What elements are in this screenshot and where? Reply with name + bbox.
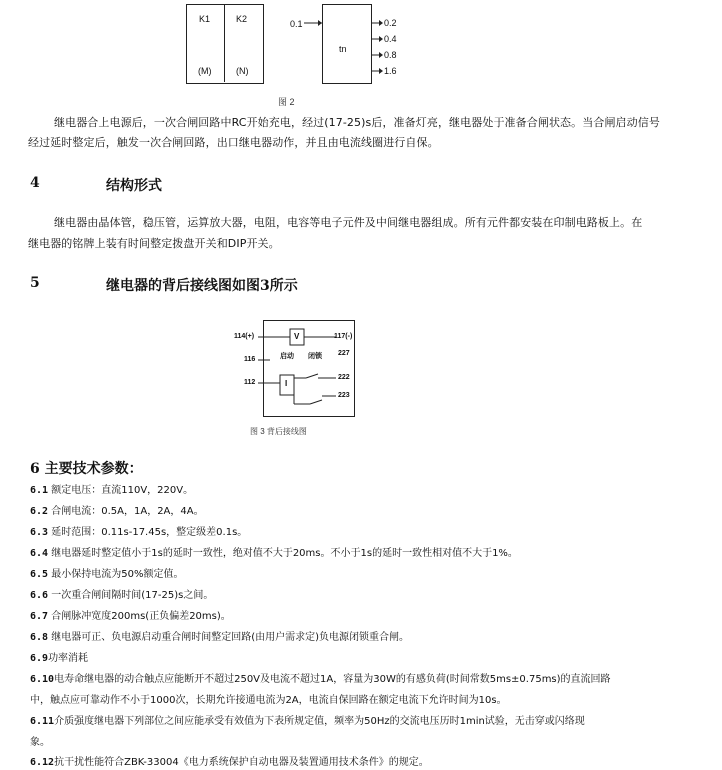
spec-item: 6.11介质强度继电器下列部位之间应能承受有效值为下表所规定值，频率为50Hz的交流电压历时1min试验，无击穿或闪络现 <box>30 716 585 727</box>
terminal-116-label: 116 <box>244 356 256 363</box>
terminal-112-label: 112 <box>244 379 256 386</box>
m-label: (M) <box>198 66 212 76</box>
start-label: 启动 <box>280 353 294 360</box>
spec-item: 6.6 一次重合闸间隔时间(17-25)s之间。 <box>30 590 214 601</box>
paragraph-line: 继电器合上电源后，一次合闸回路中RC开始充电，经过(17-25)s后，准备灯亮，继电器处于准备合闸状态。当合闸启动信号 <box>54 116 660 129</box>
i-label: I <box>285 379 288 388</box>
terminal-223-label: 223 <box>338 392 350 399</box>
terminal-117-label: 117(-) <box>334 333 353 340</box>
terminal-114-label: 114(+) <box>234 333 255 340</box>
spec-item: 6.2 合闸电流：0.5A，1A，2A，4A。 <box>30 506 204 517</box>
out-label: 0.2 <box>384 18 397 28</box>
spec-item: 6.10电寿命继电器的动合触点应能断开不超过250V及电流不超过1A，容量为30W的有感负荷(时间常数5ms±0.75ms)的直流回路 <box>30 674 611 685</box>
k1-label: K1 <box>199 14 211 24</box>
spec-item: 6.9功率消耗 <box>30 653 89 664</box>
section-title: 结构形式 <box>106 178 162 194</box>
paragraph-line: 继电器的铭牌上装有时间整定拨盘开关和DIP开关。 <box>28 237 280 250</box>
spec-item: 6.5 最小保持电流为50%额定值。 <box>30 569 184 580</box>
spec-item-continuation: 象。 <box>30 737 50 748</box>
tn-box <box>322 4 372 84</box>
figure-3 <box>230 320 370 420</box>
v-label: V <box>294 332 300 341</box>
out-label: 0.4 <box>384 34 397 44</box>
spec-item: 6.4 继电器延时整定值小于1s的延时一致性，绝对值不大于20ms。不小于1s的延时一致性相对值不大于1%。 <box>30 548 518 559</box>
out-label: 0.8 <box>384 50 397 60</box>
spec-item: 6.1 额定电压：直流110V，220V。 <box>30 485 194 496</box>
spec-item: 6.12抗干扰性能符合ZBK-33004《电力系统保护自动电器及装置通用技术条件》的规定。 <box>30 757 429 768</box>
spec-item: 6.7 合闸脉冲宽度200ms(正负偏差20ms)。 <box>30 611 231 622</box>
n-label: (N) <box>236 66 249 76</box>
terminal-227-label: 227 <box>338 350 350 357</box>
paragraph-line: 继电器由晶体管，稳压管，运算放大器，电阻，电容等电子元件及中间继电器组成。所有元件都安装在印制电路板上。在 <box>54 216 643 229</box>
section-number: 5 <box>30 275 40 291</box>
spec-item: 6.8 继电器可正、负电源启动重合闸时间整定回路(由用户需求定)负电源闭锁重合闸。 <box>30 632 410 643</box>
out-label: 1.6 <box>384 66 397 76</box>
figure-2-caption: 图 2 <box>278 97 295 107</box>
k2-label: K2 <box>236 14 248 24</box>
terminal-222-label: 222 <box>338 374 350 381</box>
figure-3-caption: 图 3 背后接线图 <box>250 427 307 436</box>
spec-item: 6.3 延时范围：0.11s-17.45s，整定级差0.1s。 <box>30 527 248 538</box>
tn-label: tn <box>339 44 347 54</box>
section-6-title: 6 主要技术参数： <box>30 461 143 477</box>
section-title: 继电器的背后接线图如图3所示 <box>106 278 298 294</box>
lock-label: 闭锁 <box>308 353 322 360</box>
figure-2 <box>186 4 476 86</box>
section-number: 4 <box>30 175 40 191</box>
tn-input-label: 0.1 <box>290 19 303 29</box>
paragraph-line: 经过延时整定后，触发一次合闸回路，出口继电器动作，并且由电流线圈进行自保。 <box>28 136 439 149</box>
spec-item-continuation: 中，触点应可靠动作不小于1000次，长期允许接通电流为2A，电流自保回路在额定电流下允许时间为10s。 <box>30 695 507 706</box>
